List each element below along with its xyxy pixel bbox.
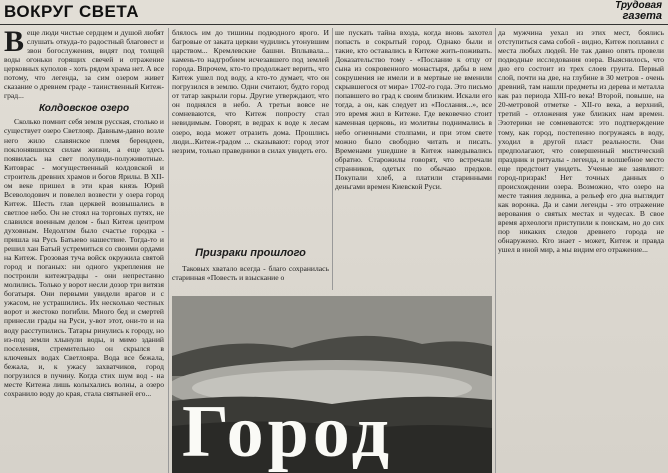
article-column-4: [498, 28, 664, 473]
newspaper-masthead: [615, 0, 662, 22]
article-paragraph: ше пускать тайна входа, когда вновь захотел попасть в сокрытый город. Однако были и такие, кто оставались в Китеже жить-поживать. Доказательство тому - «Послание к отцу от сына из сокровенного монастыря, дабы в нем сокрушения не имели и в мертвые не вменили скрывшегося от мира» 1702-го года. Это письмо попавшего во град к своим близким. Искали его тогда, а он, как следует из «Послания...», все это время жил в Китеже. Где вековечно стоит каменная церковь, из молитвы поднимались в небо огненными столпами, и при этом свете можно было свободно читать и писать. Временами ушедшие в Китеж наведывались обратно. Старожилы говорят, что встречали странников, одетых по обычаю предков. Покупали хлеб, а платили старинными деньгами времен Киевской Руси.: [335, 28, 492, 191]
article-column-3: [335, 28, 492, 248]
article-paragraph: блялось им до тишины подводного ярого. И багровые от заката церкви чудились утонувшим царством... Кремлевские башни. Вплывала... камень-то надгробием исчезавшего под землей города. Впрочем, кто-то продолжает верить, что Китеж ушел под воду, а кто-то думает, что он погрузился в землю. Одни считают, будто город от татар закрыли горы. Другие утверждают, что он поднялся в небо. А третьи вовсе не сомневаются, что Китеж попросту стал невидимым. Говорят, в ведрах к воде к лесам озеро, вода может отразить дома. Прошлись люди...Китеж-градом ... сказывают: город этот незрим, только праведники в силах увидеть его.: [172, 28, 329, 155]
article-column-1: [4, 28, 164, 473]
article-column-2b: [172, 264, 329, 294]
photo-title: Город: [182, 391, 394, 473]
article-intro: еще люди чистые сердцем и душой любят слушать откуда-то радостный благовест и звон богослужения, видят под толщей воды огоньки горящих свечей и отражение церковных куполов - хоть рядом храма нет. А все потому, что легенда, за сим озером живет сказание о древнем граде - таинственный Китеж-град...: [4, 28, 164, 101]
column-rule: [332, 28, 333, 290]
article-paragraph: да мужчина уехал из этих мест, боялись отступиться сама собой - видно, Китеж поплавил с места любых людей. Не так давно опять провели подводные исследования озера. Выяснилось, что дно его состоит из трех слоев грунта. Первый слой, почти на две, на глубине в 30 метров - очень древний, там нашли предметы из дерева и металла как раз периода XIII-го века! Второй, повыше, на 20-метровой отметке - XII-го века, а верхний, третий - отложения уже близких нам времен. Эзотерики не сомневаются: это подтверждение тому, как город, постепенно погружаясь в воду, уходил в другой пласт реальности. Они предполагают, что совершенный мистический праздник и ритуалы - легенда, и волшебное место еще предстоит увидеть. Ученые же заявляют: город-призрак! Нет точных данных о происхождении озера. Возможно, что озеро на месте таяния ледника, а рельеф его дна выглядит как воронка. Да и сами легенды - это отражение верования о святых местах и чудесах. В свое время археологи приступили к поискам, но до сих пор никаких следов древнего города не обнаружено. Кто знает - может, Китеж и правда ушел в иной мир, а мы видим его отражение...: [498, 28, 664, 255]
column-rule: [495, 28, 496, 473]
column-rule: [168, 28, 169, 473]
subheading-prizraki-proshlogo: Призраки прошлого: [195, 247, 306, 259]
subheading-koldovskoe-ozero: Колдовское озеро: [38, 103, 130, 115]
article-paragraph: Таковых хватало всегда - благо сохранилась старинная «Повесть и взыскание о: [172, 264, 329, 283]
page-header: [0, 0, 668, 25]
article-column-2: [172, 28, 329, 248]
drop-cap: В: [4, 28, 25, 58]
article-paragraph: Сколько помнит себя земля русская, столько и существует озеро Светлояр. Давным-давно возле него жило славянское племя берендеев, поклонявшихся силам жизни, а еще здесь появилась на свет полулюди-полуживотные. Китоврас - могущественный колдовской и строитель древних храмов и богов Ярилы. В XII-ом веке пришел в эти края князь Юрий Всеволодович и повелел возвести у озера город Китеж. Шесть глав церквей возвышались в светлое небо. Он не стоял на торговых путях, не славился военным делом - был Китеж центром духовным. Недолгим было счастье городка - пришла на Русь Батыево нашествие. Тогда-то и решил хан Батый устремиться со своими ордами на Китеж. Грозовая туча войск окружила святой город и поганых: ни одного укрепления не построили китежградцы - они непрестанно молились. Только у ворот несли дозор три витязя богатыря. Они первыми увидели врагов и с ужасом, не устрашились. Их несколько честных ворот и жестоко погибли. Много бед и смертей принесли грады на Руси, у-вот этот, они-то и на воду расступились. Татары ринулись к городу, но из-под земли хлынули воды, и мимо зданий поселения, стремительно он скрылся в ключевых водах Светлояра. Вода все бежала, бежала, и, к ужасу захватчиков, город погрузился в пучину. Когда стих шум вод - на месте Китежа лишь колыхались волны, а озеро сохранило воду до края, стала святыней его...: [4, 117, 164, 398]
masthead-line2: газета: [622, 10, 662, 22]
masthead-line1: Трудовая: [615, 0, 662, 11]
section-rubric: ВОКРУГ СВЕТА: [4, 2, 139, 21]
